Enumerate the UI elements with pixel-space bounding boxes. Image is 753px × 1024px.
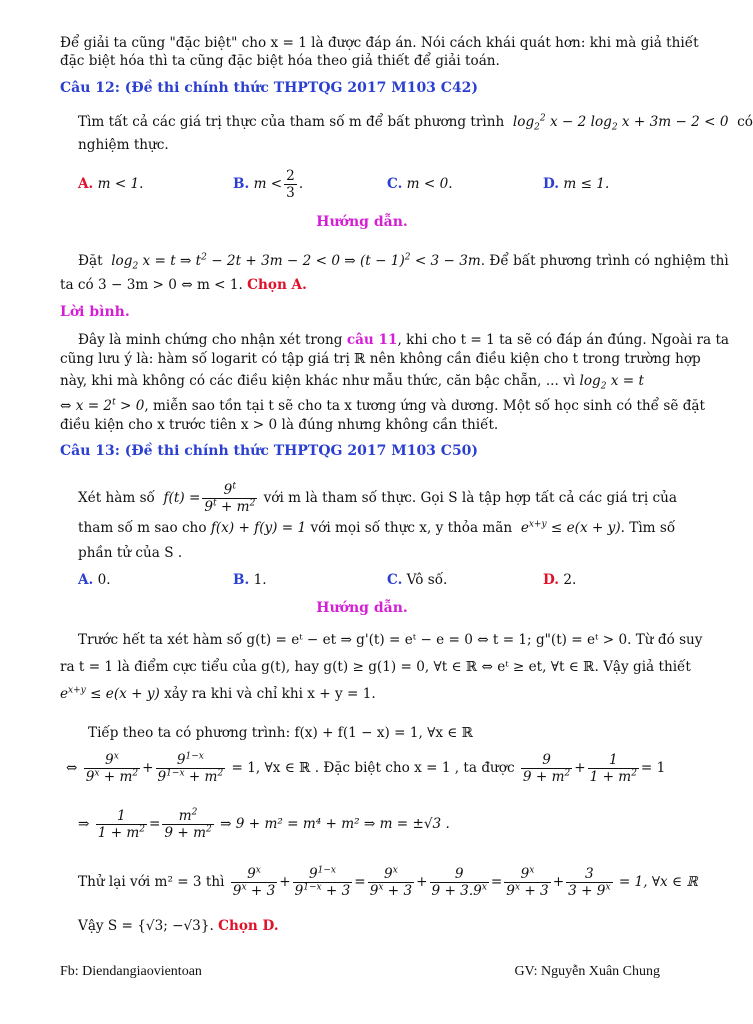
q12-solution-line-2: ta có 3 − 3m > 0 ⇔ m < 1. Chọn A. xyxy=(60,277,307,293)
q12-comment-line-5: điều kiện cho x trước tiên x > 0 là đúng nhưng không cần thiết. xyxy=(60,417,499,433)
footer-left: Fb: Diendangiaovientoan xyxy=(60,964,202,979)
q12-stem-line xyxy=(78,113,753,131)
q13-stem-line-3: phần tử của S . xyxy=(78,545,183,561)
q13-conclusion: Vậy S = {√3; −√3}. Chọn D. xyxy=(78,918,279,934)
q13-stem-line-1: Xét hàm số f(t) = $\frac{9^t}{9^t + m^2}$ với m là tham số thực. Gọi S là tập hợp tất cả các giá trị của xyxy=(78,481,678,515)
q13-solution-line-6: ⇒ $\frac{1}{1 + m^2}$ = $\frac{m^2}{9 + m^2}$ ⇒ 9 + m² = m⁴ + m² ⇒ m = ±√3 . xyxy=(78,807,450,841)
q12-stem-line-2: nghiệm thực. xyxy=(78,137,169,153)
q12-comment-title: Lời bình. xyxy=(60,304,130,320)
q12-stem-text: Tìm tất cả các giá trị thực của tham số m để bất phương trình xyxy=(78,114,505,130)
q12-guide-title: Hướng dẫn. xyxy=(316,214,408,230)
q12-heading: Câu 12: (Đề thi chính thức THPTQG 2017 M103 C42) xyxy=(60,80,479,96)
q12-solution-line: Đặt $\log_2 x = t$ ⇒ $t^2 - 2t + 3m - 2 < 0$ ⇒ $(t - 1)^2 < 3 - 3m$. Để bất phương trình có nghiệm thì xyxy=(78,252,729,272)
intro-line-2: đặc biệt hóa thì ta cũng đặc biệt hóa theo giả thiết để giải toán. xyxy=(60,53,500,69)
fraction-2-3: $\frac{2}{3}$ xyxy=(286,168,295,201)
q12-option-a: A. m < 1. xyxy=(78,176,144,192)
q13-option-b: B. 1. xyxy=(233,572,267,588)
q13-guide-title: Hướng dẫn. xyxy=(316,600,408,616)
q13-solution-line-4: Tiếp theo ta có phương trình: f(x) + f(1 − x) = 1, ∀x ∈ ℝ xyxy=(88,725,473,741)
q12-answer: Chọn A. xyxy=(247,277,307,293)
q13-solution-line-3: $e^{x+y} \le e(x + y)$ xảy ra khi và chỉ khi x + y = 1. xyxy=(60,685,376,702)
q13-option-c: C. Vô số. xyxy=(387,572,448,588)
q12-comment-line-2: cũng lưu ý là: hàm số logarit có tập giá trị ℝ nên không cần điều kiện cho t trong trường hợp xyxy=(60,351,701,367)
q13-solution-line-1: Trước hết ta xét hàm số g(t) = eᵗ − et ⇒ g'(t) = eᵗ − e = 0 ⇔ t = 1; g"(t) = eᵗ > 0. Từ đó suy xyxy=(78,632,703,648)
q12-stem-tail: có xyxy=(737,114,753,130)
q12-option-d: D. m ≤ 1. xyxy=(543,176,610,192)
q13-option-a: A. 0. xyxy=(78,572,111,588)
q12-inequality: $\log_2^2 x - 2$ $\log_2 x + 3m - 2 < 0$ xyxy=(508,113,733,133)
q12-comment-line-3: này, khi mà không có các điều kiện khác như mẫu thức, căn bậc chẵn, ... vì $\log_2 x = t$ xyxy=(60,373,644,392)
q12-comment-line-4: ⇔ $x = 2^t > 0$, miễn sao tồn tại t sẽ cho ta x tương ứng và dương. Một số học sinh có thể sẽ đặt xyxy=(60,397,705,414)
q13-answer: Chọn D. xyxy=(218,918,279,934)
link-cau-11[interactable]: câu 11 xyxy=(346,332,398,348)
q13-option-d: D. 2. xyxy=(543,572,577,588)
q12-option-b: B. m < $\frac{2}{3}$ . xyxy=(233,168,304,201)
q13-heading: Câu 13: (Đề thi chính thức THPTQG 2017 M103 C50) xyxy=(60,443,479,459)
q13-solution-line-7: Thử lại với m² = 3 thì $\frac{9^x}{9^x + 3}$ + $\frac{9^{1-x}}{9^{1-x} + 3}$ = $\frac{9^x}{9^x + 3}$ + $\frac{9}{9 + 3.9^x}$ = $\frac{9^x}{9^x + 3}$ + $\frac{3}{3 + 9^x}$ = 1, ∀x ∈ ℝ xyxy=(78,865,698,899)
q13-solution-line-5: ⇔ $\frac{9^x}{9^x + m^2}$ + $\frac{9^{1-x}}{9^{1-x} + m^2}$ = 1, ∀x ∈ ℝ . Đặc biệt cho x = 1 , ta được $\frac{9}{9 + m^2}$ + $\frac{1}{1 + m^2}$ = 1 xyxy=(66,751,666,785)
intro-line-1: Để giải ta cũng "đặc biệt" cho x = 1 là được đáp án. Nói cách khái quát hơn: khi mà giả thiết xyxy=(60,35,699,51)
q12-option-c: C. m < 0. xyxy=(387,176,453,192)
footer-right: GV: Nguyễn Xuân Chung xyxy=(514,964,660,979)
q13-stem-line-2: tham số m sao cho f(x) + f(y) = 1 với mọi số thực x, y thỏa mãn $e^{x+y} \le e(x + y)$. Tìm số xyxy=(78,519,676,536)
q13-solution-line-2: ra t = 1 là điểm cực tiểu của g(t), hay g(t) ≥ g(1) = 0, ∀t ∈ ℝ ⇔ eᵗ ≥ et, ∀t ∈ ℝ. Vậy giả thiết xyxy=(60,659,691,675)
q12-comment-line-1: Đây là minh chứng cho nhận xét trong câu 11, khi cho t = 1 ta sẽ có đáp án đúng. Ngoài ra ta xyxy=(78,332,730,348)
